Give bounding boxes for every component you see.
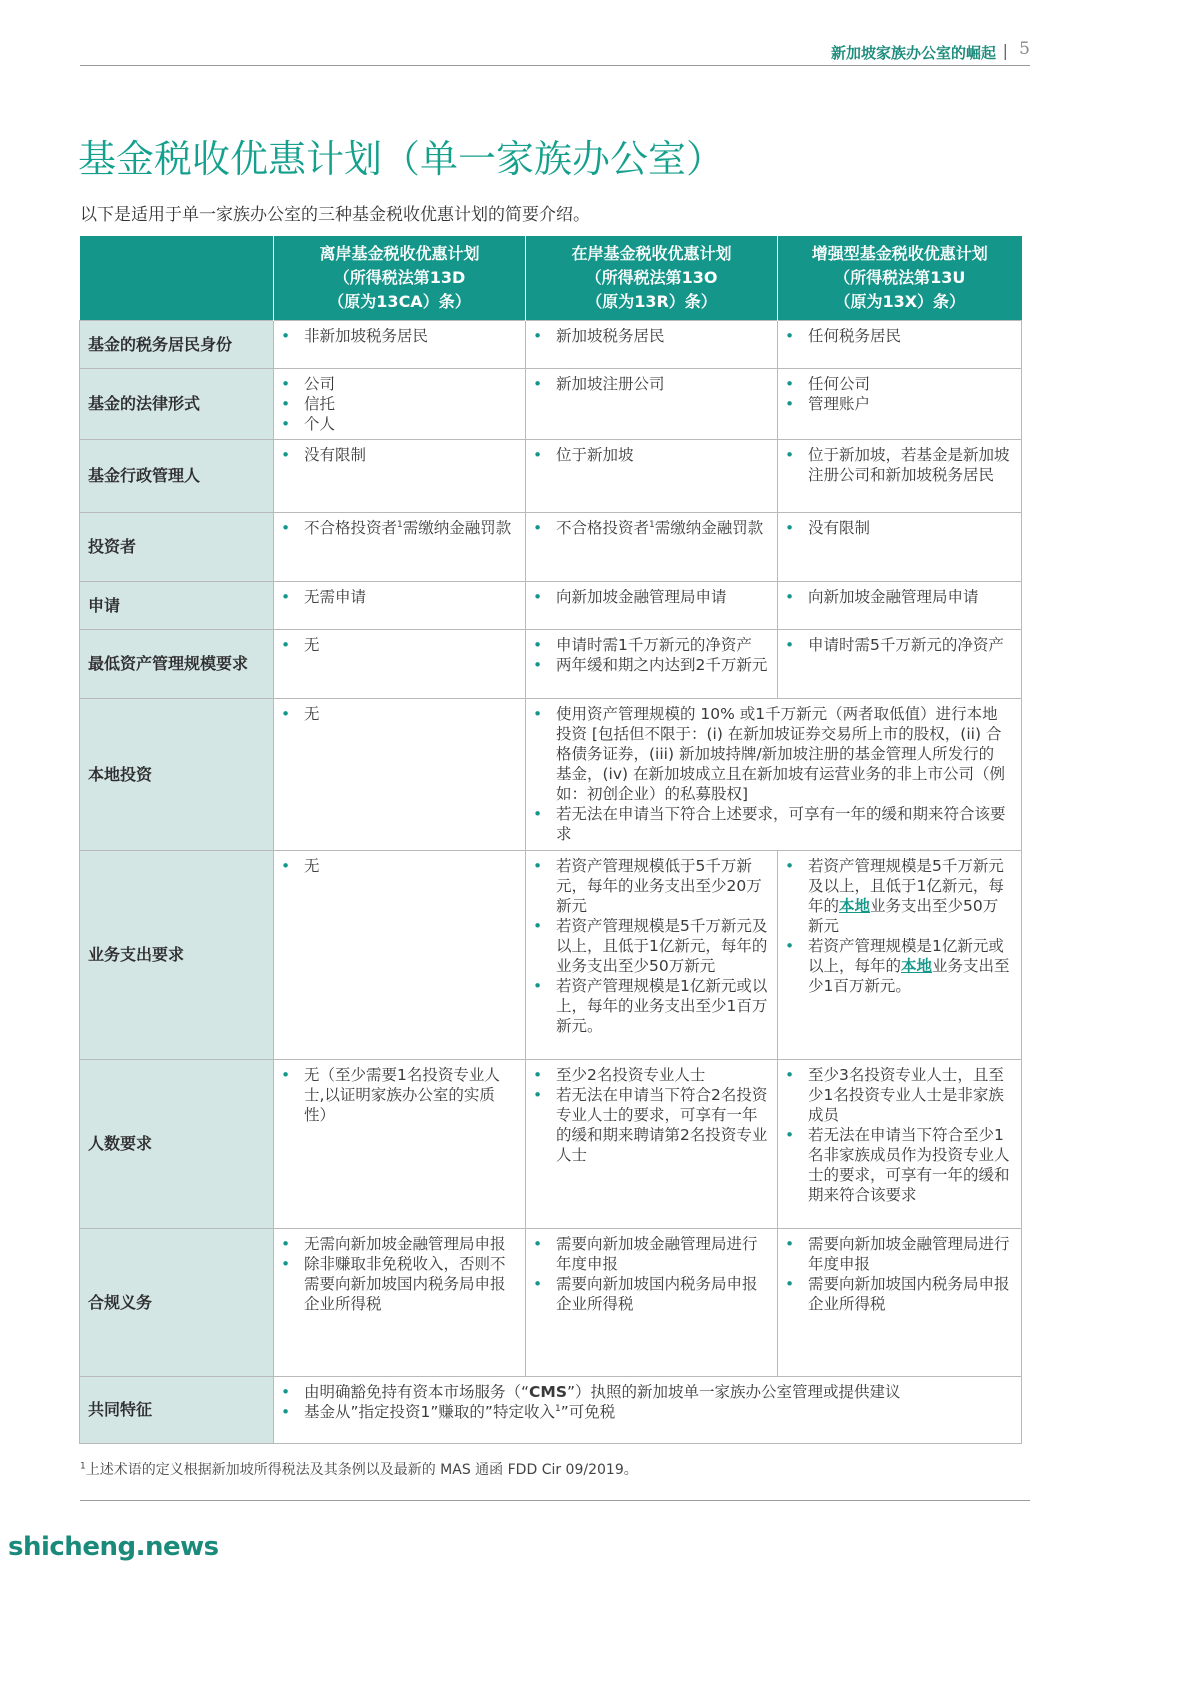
table-row [80,440,1022,513]
table-row [80,1229,1022,1377]
table-cell [274,1229,526,1377]
bullet-item: • 无需申请 [304,587,517,607]
bullet-item: • 若资产管理规模是5千万新元及以上，且低于1亿新元，每年的业务支出至少50万新元 [556,916,769,976]
bullet-item: • 若资产管理规模低于5千万新元，每年的业务支出至少20万新元 [556,856,769,916]
table-cell [274,321,526,369]
bullet-item: • 无（至少需要1名投资专业人士,以证明家族办公室的实质性） [304,1065,517,1125]
page-title: 基金税收优惠计划（单一家族办公室） [78,137,725,181]
table-cell [274,699,526,851]
bullet-item: • 需要向新加坡国内税务局申报企业所得税 [556,1274,769,1314]
row-header-application: 申请 [80,582,274,630]
footnote-marker: 1 [397,519,403,530]
row-header-minimum-aum: 最低资产管理规模要求 [80,630,274,699]
table-cell [526,440,778,513]
bullet-item [808,856,1013,936]
bullet-text: ”）执照的新加坡单一家族办公室管理或提供建议 [567,1383,901,1401]
bullet-item: • 没有限制 [808,518,1013,538]
table-row [80,630,1022,699]
row-header-investors: 投资者 [80,513,274,582]
bullet-text: 基金从”指定投资1”赚取的”特定收入 [304,1403,555,1421]
column-header-line: 在岸基金税收优惠计划 [571,244,732,263]
bullet-item: • 管理账户 [808,394,1013,414]
table-row [80,1377,1022,1444]
table-cell [526,369,778,440]
cms-abbreviation: CMS [529,1383,567,1401]
bullet-item: • 向新加坡金融管理局申请 [556,587,769,607]
row-header-legal-form: 基金的法律形式 [80,369,274,440]
bullet-text: ”可免税 [560,1403,616,1421]
bullet-item: • 使用资产管理规模的 10% 或1千万新元（两者取低值）进行本地投资 [包括但不限于：(i) 在新加坡证券交易所上市的股权，(ii) 合格债务证券，(iii) 新加坡持牌/新加坡注册的基金管理人所发行的基金，(iv) 在新加坡成立且在新加坡有运营业务的非上市公司（例如：初创企业）的私募股权] [556,704,1007,804]
column-header-line: （所得税法第13O [585,268,718,287]
footnote-marker: 1 [80,1461,86,1472]
table-row [80,513,1022,582]
bullet-item: • 无 [304,704,517,724]
footnote-marker: 1 [649,519,655,530]
bullet-item: • 位于新加坡，若基金是新加坡注册公司和新加坡税务居民 [808,445,1013,485]
column-header-line: （原为13R）条） [586,292,717,311]
column-header-line: （原为13CA）条） [328,292,471,311]
table-cell [526,630,778,699]
table-cell-merged [526,699,1022,851]
bullet-item: • 需要向新加坡国内税务局申报企业所得税 [808,1274,1013,1314]
bullet-item [556,518,769,538]
bullet-item: • 无需向新加坡金融管理局申报 [304,1234,517,1254]
bullet-text: 业务支出至少50万新元 [808,897,999,935]
bullet-item [304,1382,1013,1402]
header-separator: | [1002,41,1008,60]
table-header-row [80,236,1022,321]
table-cell [778,1060,1022,1229]
header-title: 新加坡家族办公室的崛起 [830,44,996,62]
bullet-text: 不合格投资者 [304,519,398,537]
table-cell [778,369,1022,440]
bullet-item: • 公司 [304,374,517,394]
bullet-item: • 无 [304,635,517,655]
table-cell [274,369,526,440]
table-row [80,582,1022,630]
watermark-logo: shicheng.news [8,1532,219,1562]
table-row [80,1060,1022,1229]
bullet-text: 需缴纳金融罚款 [402,519,512,537]
bullet-item: • 至少3名投资专业人士，且至少1名投资专业人士是非家族成员 [808,1065,1013,1125]
table-cell [274,513,526,582]
table-cell [274,851,526,1060]
row-header-headcount: 人数要求 [80,1060,274,1229]
footnote [80,1459,638,1479]
bullet-item: • 任何公司 [808,374,1013,394]
row-header-compliance: 合规义务 [80,1229,274,1377]
table-cell [778,321,1022,369]
column-header-13u [778,236,1022,321]
bullet-item: • 两年缓和期之内达到2千万新元 [556,655,769,675]
bullet-item: • 申请时需1千万新元的净资产 [556,635,769,655]
local-emphasis: 本地 [901,957,933,975]
column-header-line: 离岸基金税收优惠计划 [319,244,480,263]
table-cell [526,513,778,582]
bullet-item: • 任何税务居民 [808,326,1013,346]
bullet-item: • 若无法在申请当下符合至少1名非家族成员作为投资专业人士的要求，可享有一年的缓和期来符合该要求 [808,1125,1013,1205]
bullet-item: • 无 [304,856,517,876]
table-cell [274,440,526,513]
footer-rule [80,1500,1030,1501]
bullet-text: 若资产管理规模是1亿新元或以上，每年的 [808,937,1004,975]
bullet-item: • 位于新加坡 [556,445,769,465]
bullet-item: • 非新加坡税务居民 [304,326,517,346]
bullet-text: 由明确豁免持有资本市场服务（“ [304,1383,530,1401]
bullet-item: • 需要向新加坡金融管理局进行年度申报 [808,1234,1013,1274]
column-header-line: （所得税法第13U [834,268,966,287]
bullet-item: • 若无法在申请当下符合上述要求，可享有一年的缓和期来符合该要求 [556,804,1007,844]
local-emphasis: 本地 [839,897,871,915]
bullet-item [304,518,517,538]
table-cell [778,1229,1022,1377]
column-header-13o [526,236,778,321]
bullet-item: • 至少2名投资专业人士 [556,1065,769,1085]
bullet-item: • 向新加坡金融管理局申请 [808,587,1013,607]
table-cell [526,582,778,630]
table-cell [778,851,1022,1060]
table-cell [274,630,526,699]
column-header-line: 增强型基金税收优惠计划 [811,244,988,263]
table-cell [274,1060,526,1229]
bullet-item [304,1402,1013,1422]
table-cell [274,582,526,630]
bullet-item: • 申请时需5千万新元的净资产 [808,635,1013,655]
bullet-text: 不合格投资者 [556,519,650,537]
table-row [80,321,1022,369]
table-cell [778,440,1022,513]
row-header-fund-administrator: 基金行政管理人 [80,440,274,513]
table-cell [526,321,778,369]
row-header-tax-residency: 基金的税务居民身份 [80,321,274,369]
bullet-item [808,936,1013,996]
bullet-item: • 没有限制 [304,445,517,465]
table-row [80,369,1022,440]
bullet-item: • 需要向新加坡金融管理局进行年度申报 [556,1234,769,1274]
bullet-item: • 新加坡注册公司 [556,374,769,394]
row-header-common-features: 共同特征 [80,1377,274,1444]
table-cell [526,851,778,1060]
footnote-marker: 1 [554,1403,561,1414]
bullet-text: 业务支出至少1百万新元。 [808,957,1010,995]
table-cell [778,582,1022,630]
bullet-text: 需缴纳金融罚款 [654,519,764,537]
bullet-item: • 除非赚取非免税收入，否则不需要向新加坡国内税务局申报企业所得税 [304,1254,517,1314]
bullet-item: • 若资产管理规模是1亿新元或以上，每年的业务支出至少1百万新元。 [556,976,769,1036]
corner-cell [80,236,274,321]
table-cell [778,513,1022,582]
bullet-text: 若资产管理规模是5千万新元及以上，且低于1亿新元，每年的 [808,857,1004,915]
column-header-line: （原为13X）条） [834,292,966,311]
table-cell [778,630,1022,699]
bullet-item: • 个人 [304,414,517,434]
table-cell [526,1229,778,1377]
column-header-13d [274,236,526,321]
row-header-local-investment: 本地投资 [80,699,274,851]
row-header-business-spending: 业务支出要求 [80,851,274,1060]
intro-text: 以下是适用于单一家族办公室的三种基金税收优惠计划的简要介绍。 [80,205,590,225]
footnote-text: 上述术语的定义根据新加坡所得税法及其条例以及最新的 MAS 通函 FDD Cir 09/2019。 [85,1462,638,1478]
bullet-item: • 新加坡税务居民 [556,326,769,346]
bullet-item: • 信托 [304,394,517,414]
fund-scheme-table [79,236,1022,1444]
table-cell-merged [274,1377,1022,1444]
bullet-item: • 若无法在申请当下符合2名投资专业人士的要求，可享有一年的缓和期来聘请第2名投资专业人士 [556,1085,769,1165]
table-row [80,851,1022,1060]
page-number: 5 [1019,39,1030,59]
table-row [80,699,1022,851]
column-header-line: （所得税法第13D [333,268,466,287]
header-rule [80,65,1030,66]
table-cell [526,1060,778,1229]
